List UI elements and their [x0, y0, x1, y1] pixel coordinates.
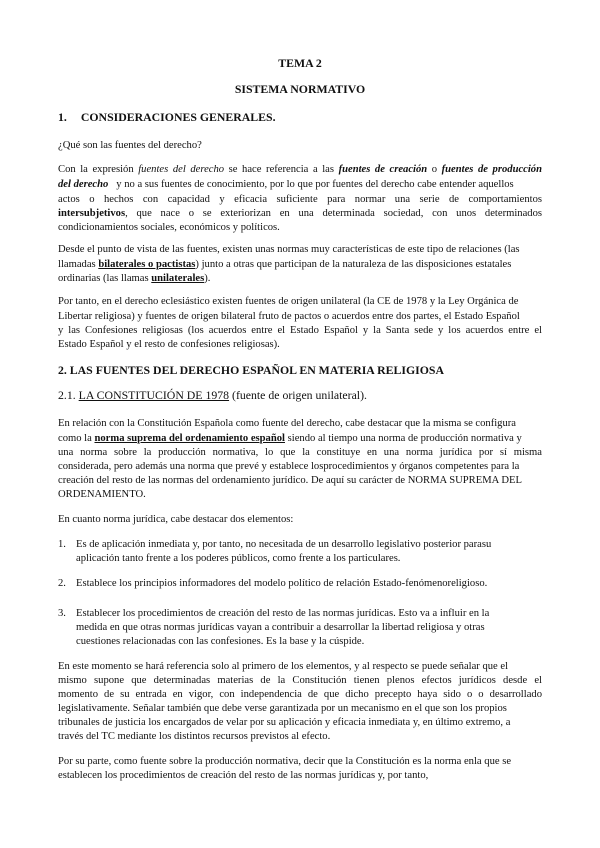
p3-line-3: y las Confesiones religiosas (los acuerdos entre el Estado Español y la Santa sede y los acuerdos entre el	[58, 325, 542, 336]
p3-line-2: Libertar religiosa) y fuentes de origen bilateral fruto de pactos o acuerdos entre dos partes, el Estado Español	[58, 311, 520, 322]
p6-line-6: través del TC mediante los distintos recursos previstos al efecto.	[58, 731, 331, 742]
p5-line: En cuanto norma jurídica, cabe destacar dos elementos:	[58, 514, 294, 525]
p6-line-4: legislativamente. Señalar también que debe verse garantizada por un mecanismo en el que son los propios	[58, 703, 507, 714]
question-line: ¿Qué son las fuentes del derecho?	[58, 140, 202, 151]
p3-line-1: Por tanto, en el derecho eclesiástico existen fuentes de origen unilateral (la CE de 1978 y la Ley Orgánica de	[58, 296, 519, 307]
list-item-2-line-1: Establece los principios informadores del modelo político de relación Estado-fenómenoreligioso.	[76, 578, 488, 589]
document-subtitle: SISTEMA NORMATIVO	[234, 82, 366, 96]
section-1-heading: 1. CONSIDERACIONES GENERALES.	[58, 110, 276, 124]
list-item-1-number: 1.	[58, 539, 66, 550]
list-item-3-line-1: Establecer los procedimientos de creación del resto de las normas jurídicas. Esto va a influir en la	[76, 608, 490, 619]
p6-line-3: momento de su entrada en vigor, con independencia de que dicho precepto haya sido o o desarrollado	[58, 689, 542, 700]
document-title: TEMA 2	[278, 56, 322, 70]
p4-line-1: En relación con la Constitución Española como fuente del derecho, cabe destacar que la misma se configura	[58, 418, 517, 429]
p6-line-5: tribunales de justicia los encargados de velar por su aplicación y eficacia inmediata y, en último extremo, a	[58, 717, 511, 728]
p1-line-4: intersubjetivos, que nace o se exteriorizan en una determinada sociedad, con unos determinados	[58, 208, 542, 219]
p6-line-2: mismo supone que determinadas materias de la Constitución tienen plenos efectos jurídicos desde el	[58, 675, 542, 686]
p2-line-1: Desde el punto de vista de las fuentes, existen unas normas muy características de este tipo de relaciones (las	[58, 244, 520, 255]
list-item-1-line-1: Es de aplicación inmediata y, por tanto, no necesitada de un desarrollo legislativo posterior parasu	[76, 539, 492, 550]
p4-line-4: considerada, pero además una norma que prevé y establece losprocedimientos y órganos competentes para la	[58, 461, 520, 472]
p6-line-1: En este momento se hará referencia solo al primero de los elementos, y al respecto se puede señalar que el	[58, 661, 509, 672]
p4-line-6: ORDENAMIENTO.	[58, 489, 146, 500]
list-item-3-line-3: cuestiones relacionadas con las confesiones. Es la base y la cúspide.	[76, 636, 365, 647]
list-item-2-number: 2.	[58, 578, 66, 589]
section-2-heading: 2. LAS FUENTES DEL DERECHO ESPAÑOL EN MATERIA RELIGIOSA	[58, 363, 444, 377]
list-item-3-number: 3.	[58, 608, 66, 619]
p3-line-4: Estado Español y el resto de confesiones religiosas).	[58, 339, 280, 350]
p7-line-1: Por su parte, como fuente sobre la producción normativa, decir que la Constitución es la norma enla que se	[58, 756, 512, 767]
p1-line-3: actos o hechos con capacidad y eficacia suficiente para normar una serie de comportamientos	[58, 194, 542, 205]
p7-line-2: establecen los procedimientos de creación del resto de las normas jurídicas y, por tanto,	[58, 770, 429, 781]
p2-line-3: ordinarias (las llamas unilaterales).	[58, 273, 211, 284]
p4-line-3: una norma sobre la producción normativa, lo que la constituye en una norma jurídica por sí misma	[58, 447, 542, 458]
p1-line-1: Con la expresión fuentes del derecho se hace referencia a las fuentes de creación o fuentes de producción	[58, 164, 542, 175]
p4-line-5: creación del resto de las normas del ordenamiento jurídico. De aquí su carácter de NORMA SUPREMA DEL	[58, 475, 522, 486]
list-item-1-line-2: aplicación tanto frente a los poderes públicos, como frente a los particulares.	[76, 553, 401, 564]
section-2-1-heading: 2.1. LA CONSTITUCIÓN DE 1978 (fuente de origen unilateral).	[58, 388, 367, 402]
p1-line-2: del derecho y no a sus fuentes de conocimiento, por lo que por fuentes del derecho cabe entender aquellos	[58, 179, 514, 190]
p4-line-2: como la norma suprema del ordenamiento español siendo al tiempo una norma de producción normativa y	[58, 433, 522, 444]
p2-line-2: llamadas bilaterales o pactistas) junto a otras que participan de la naturaleza de las disposiciones estatales	[58, 259, 512, 270]
p1-line-5: condicionamientos sociales, económicos y políticos.	[58, 222, 280, 233]
list-item-3-line-2: medida en que otras normas jurídicas vayan a contribuir a desarrollar la libertad religiosa y otras	[76, 622, 485, 633]
